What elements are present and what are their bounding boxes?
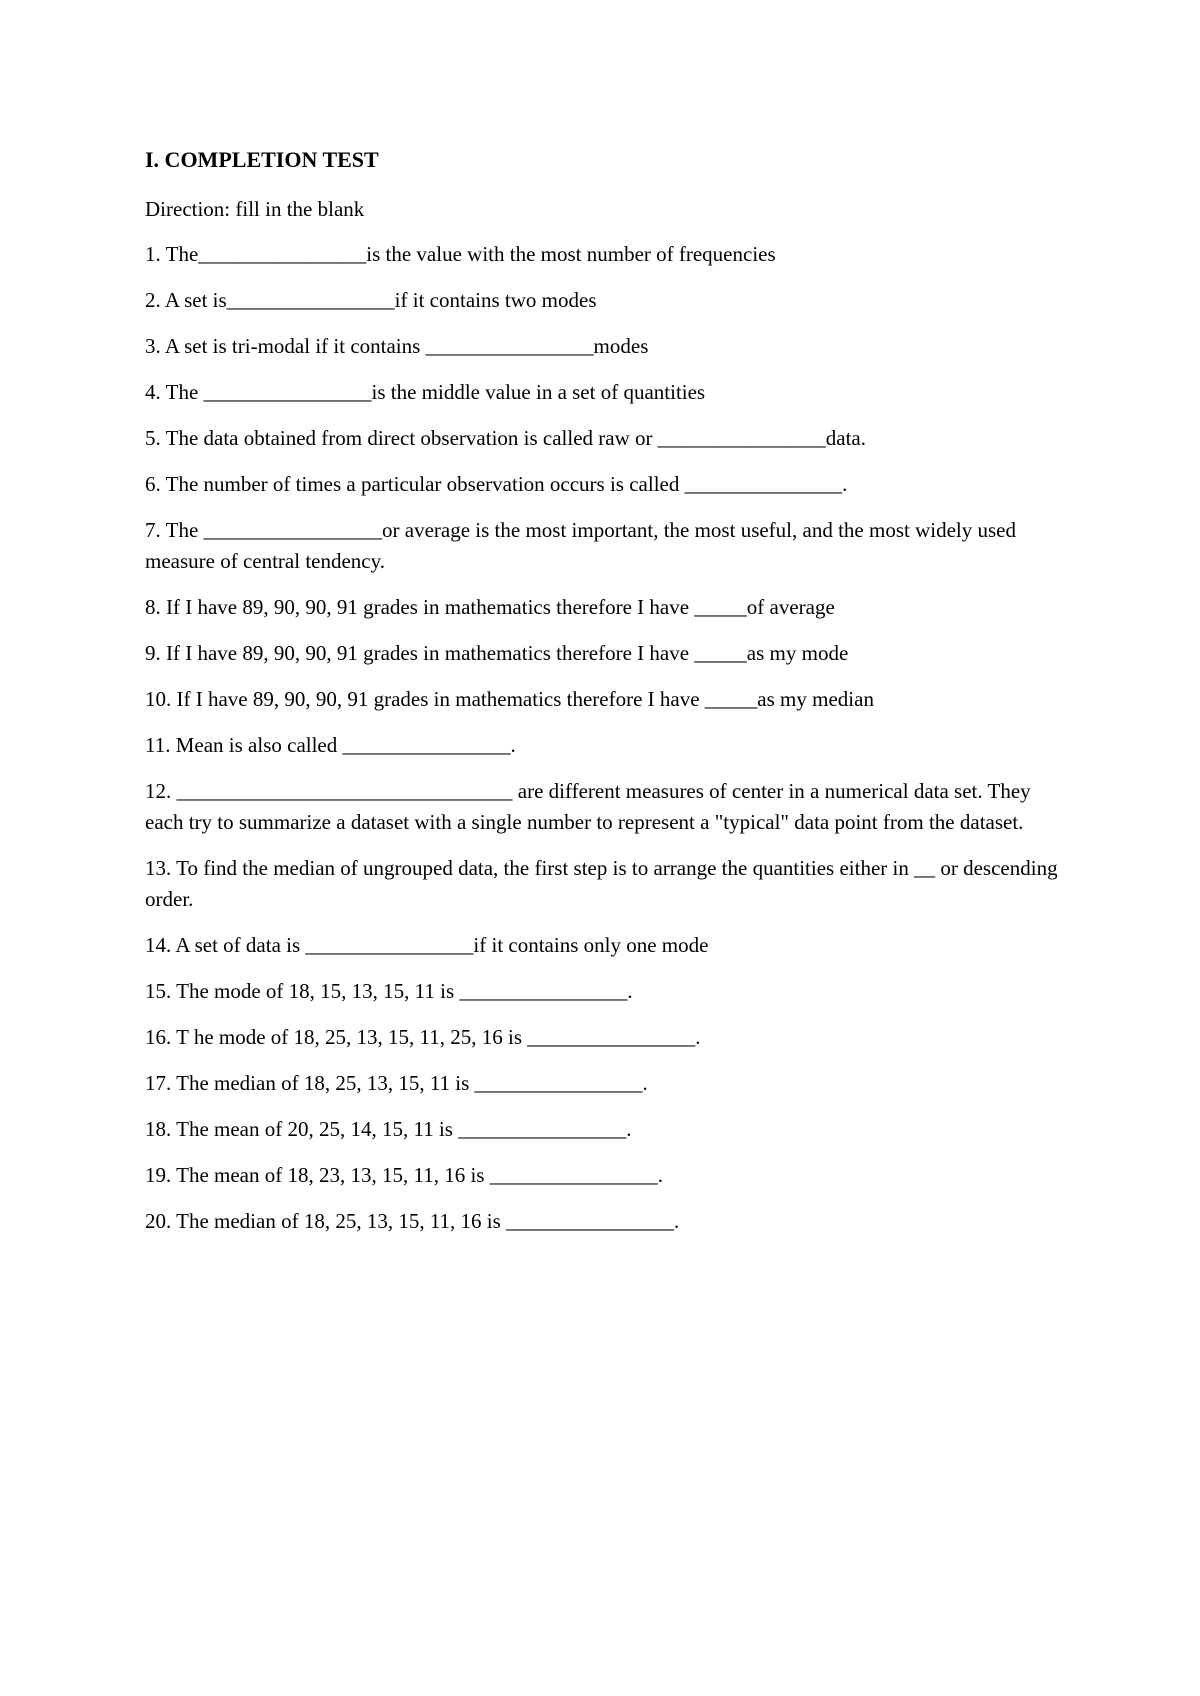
question-19: 19. The mean of 18, 23, 13, 15, 11, 16 is ________________. [145, 1163, 663, 1187]
question-16: 16. T he mode of 18, 25, 13, 15, 11, 25, 16 is ________________. [145, 1025, 701, 1049]
question-4: 4. The ________________is the middle value in a set of quantities [145, 380, 706, 404]
question-9: 9. If I have 89, 90, 90, 91 grades in mathematics therefore I have _____as my mode [145, 641, 849, 665]
question-12: 12. ________________________________ are different measures of center in a numerical data set. They each try to summarize a dataset with a single number to represent a "typical" data point from the dataset. [145, 779, 1031, 834]
question-14: 14. A set of data is ________________if it contains only one mode [145, 933, 709, 957]
test-title: I. COMPLETION TEST [145, 147, 379, 172]
question-10: 10. If I have 89, 90, 90, 91 grades in mathematics therefore I have _____as my median [145, 687, 874, 711]
question-11: 11. Mean is also called ________________. [145, 733, 516, 757]
question-20: 20. The median of 18, 25, 13, 15, 11, 16 is ________________. [145, 1209, 680, 1233]
directions-text: Direction: fill in the blank [145, 197, 365, 221]
question-15: 15. The mode of 18, 15, 13, 15, 11 is ________________. [145, 979, 633, 1003]
question-2: 2. A set is________________if it contains two modes [145, 288, 597, 312]
question-5: 5. The data obtained from direct observation is called raw or ________________data. [145, 426, 866, 450]
question-6: 6. The number of times a particular observation occurs is called _______________. [145, 472, 848, 496]
question-7: 7. The _________________or average is the most important, the most useful, and the most widely used measure of central tendency. [145, 518, 1016, 573]
question-8: 8. If I have 89, 90, 90, 91 grades in mathematics therefore I have _____of average [145, 595, 835, 619]
question-3: 3. A set is tri-modal if it contains ________________modes [145, 334, 649, 358]
question-13: 13. To find the median of ungrouped data, the first step is to arrange the quantities either in __ or descending order. [145, 856, 1058, 911]
question-18: 18. The mean of 20, 25, 14, 15, 11 is ________________. [145, 1117, 632, 1141]
question-1: 1. The________________is the value with the most number of frequencies [145, 242, 776, 266]
question-17: 17. The median of 18, 25, 13, 15, 11 is ________________. [145, 1071, 648, 1095]
worksheet-page [145, 140, 1065, 1237]
